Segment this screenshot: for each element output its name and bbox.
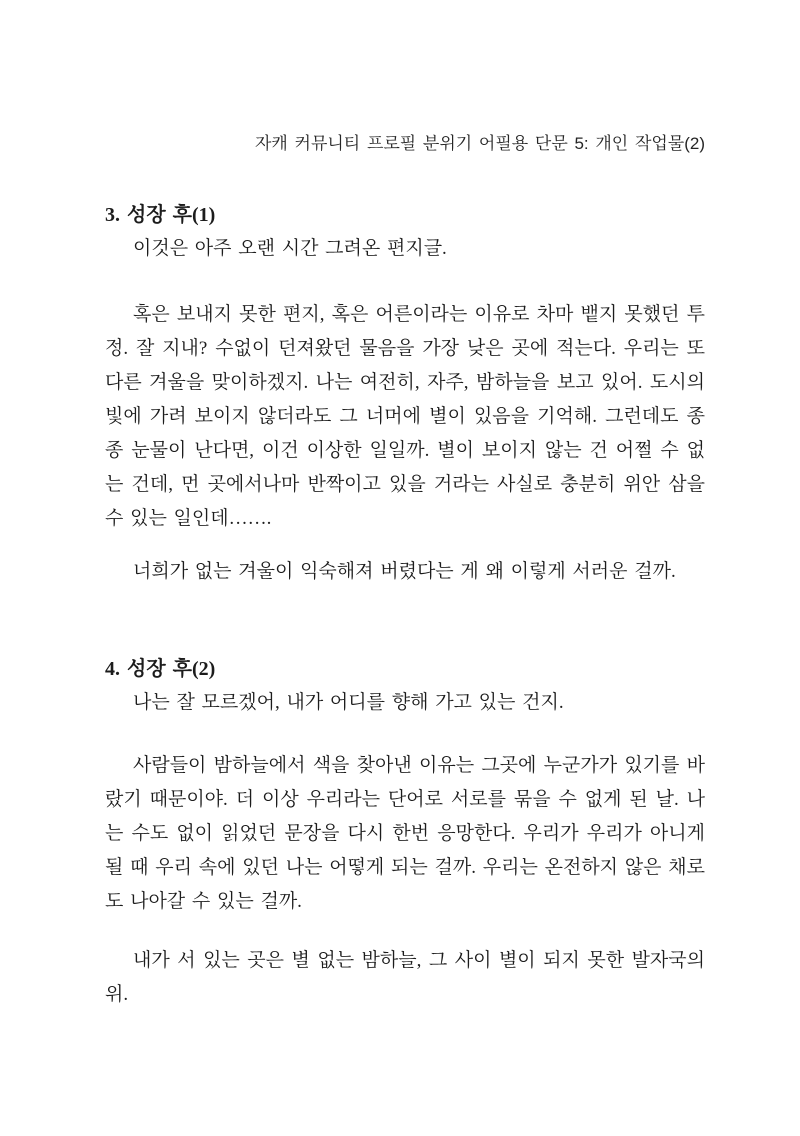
section-4-closing-paragraph: 내가 서 있는 곳은 별 없는 밤하늘, 그 사이 별이 되지 못한 발자국의 위. bbox=[105, 950, 705, 1005]
section-4-body-paragraph: 사람들이 밤하늘에서 색을 찾아낸 이유는 그곳에 누군가가 있기를 바랐기 때문이야. 더 이상 우리라는 단어로 서로를 묶을 수 없게 된 날. 나는 수도 없이 읽었던 문장을 다시 한번 응망한다. 우리가 우리가 아니게 될 때 우리 속에 있던 나는 어떻게 되는 걸까. 우리는 온전하지 않은 채로도 나아갈 수 있는 걸까. bbox=[105, 755, 705, 912]
section-4-lead-line: 나는 잘 모르겠어, 내가 어디를 향해 가고 있는 건지. bbox=[133, 692, 564, 713]
section-3-closing-line: 너희가 없는 겨울이 익숙해져 버렸다는 게 왜 이렇게 서러운 걸까. bbox=[133, 561, 676, 582]
section-3-heading: 3. 성장 후(1) bbox=[105, 204, 216, 226]
section-3-body-paragraph: 혹은 보내지 못한 편지, 혹은 어른이라는 이유로 차마 뱉지 못했던 투정. 잘 지내? 수없이 던져왔던 물음을 가장 낮은 곳에 적는다. 우리는 또 다른 겨울을 맞이하겠지. 나는 여전히, 자주, 밤하늘을 보고 있어. 도시의 빛에 가려 보이지 않더라도 그 너머에 별이 있음을 기억해. 그런데도 종종 눈물이 난다면, 이건 이상한 일일까. 별이 보이지 않는 건 어쩔 수 없는 건데, 먼 곳에서나마 반짝이고 있을 거라는 사실로 충분히 위안 삼을 수 있는 일인데……. bbox=[105, 304, 705, 529]
running-header: 자캐 커뮤니티 프로필 분위기 어필용 단문 5: 개인 작업물(2) bbox=[254, 134, 705, 153]
section-4-heading: 4. 성장 후(2) bbox=[105, 658, 216, 680]
section-3-lead-line: 이것은 아주 오랜 시간 그려온 편지글. bbox=[133, 238, 447, 259]
